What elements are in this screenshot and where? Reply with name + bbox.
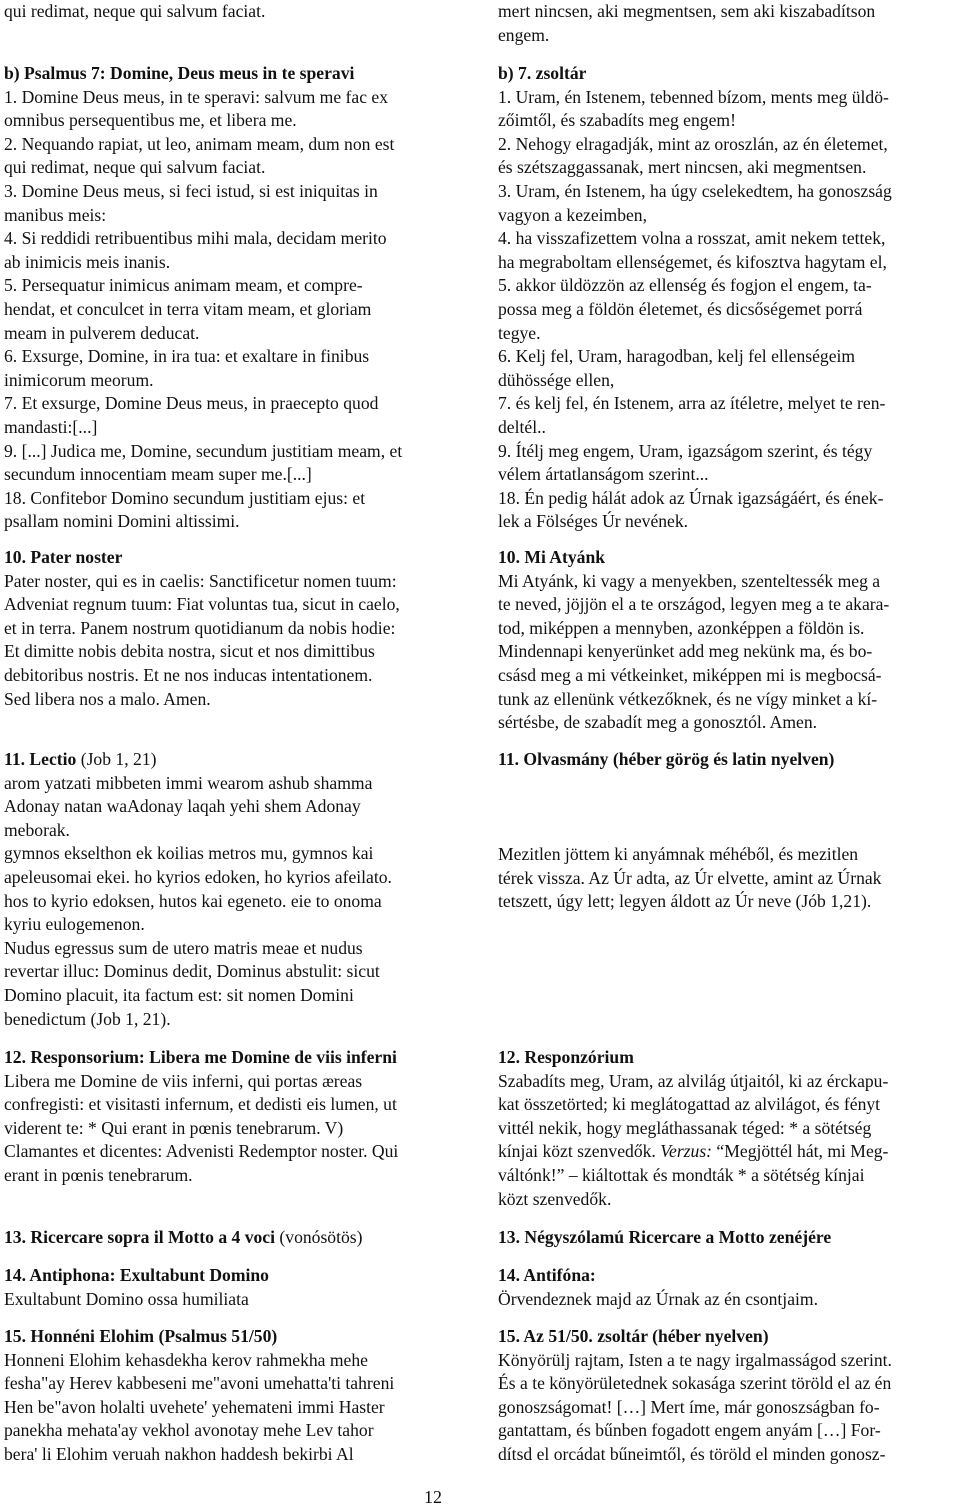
section-heading: 12. Responzórium [498, 1047, 634, 1067]
text-line: Adonay natan waAdonay laqah yehi shem Adonay [4, 796, 361, 817]
latin-responsorium [4, 1046, 466, 1188]
section-heading: 10. Pater noster [4, 547, 123, 567]
text-line: 5. Persequatur inimicus animam meam, et compre- [4, 275, 363, 296]
latin-intro [4, 0, 466, 24]
text-line: 9. Ítélj meg engem, Uram, igazságom szerint, és tégy [498, 440, 873, 461]
text-line: mert nincsen, aki megmentsen, sem aki kiszabadítson [498, 1, 876, 21]
text-line: possa meg a földön életemet, és dicsőségemet porrá [498, 298, 863, 319]
text-line: Pater noster, qui es in caelis: Sanctificetur nomen tuum: [4, 570, 397, 591]
text-line: vittél nekik, hogy megláthassanak téged: * a sötétség [498, 1117, 872, 1138]
text-line: Hen be"avon holalti uvehete' yehemateni immi Haster [4, 1396, 385, 1417]
text-line: ha megraboltam ellenségemet, és kifosztva hagytam el, [498, 251, 887, 272]
text-line: térek vissza. Az Úr adta, az Úr elvette, amint az Úrnak [498, 867, 882, 888]
text-line: secundum innocentiam meam super me.[...] [4, 464, 312, 485]
text-line: És a te könyörületednek sokasága szerint töröld el az én [498, 1373, 892, 1394]
hungarian-psalm7 [498, 62, 956, 534]
hungarian-psalm51 [498, 1325, 956, 1467]
latin-lectio [4, 748, 466, 1031]
text-line: Mi Atyánk, ki vagy a menyekben, szenteltessék meg a [498, 570, 881, 591]
hungarian-responzorium [498, 1046, 956, 1211]
text-line: tetszett, úgy lett; legyen áldott az Úr neve (Jób 1,21). [498, 891, 872, 912]
text-line: hos to kyrio edoksen, hutos kai egeneto. eie to onoma [4, 890, 382, 911]
text-line: benedictum (Job 1, 21). [4, 1008, 171, 1029]
text-line: bera' li Elohim veruah nakhon haddesh bekirbi Al [4, 1443, 354, 1464]
text-line: és szétszaggassanak, mert nincsen, aki megmentsen. [498, 157, 867, 178]
text-line: 6. Exsurge, Domine, in ira tua: et exaltare in finibus [4, 346, 370, 367]
hungarian-intro [498, 0, 956, 47]
text-line: 6. Kelj fel, Uram, haragodban, kelj fel ellenségeim [498, 346, 856, 367]
text-line: qui redimat, neque qui salvum faciat. [4, 1, 266, 21]
section-heading: 13. Négyszólamú Ricercare a Motto zenéjére [498, 1227, 832, 1247]
text-line: Szabadíts meg, Uram, az alvilág útjaitól, ki az érckapu- [498, 1070, 889, 1091]
latin-antiphona [4, 1264, 466, 1311]
text-fragment: kínjai közt szenvedők. [498, 1141, 656, 1162]
text-line: 3. Uram, én Istenem, ha úgy cselekedtem, ha gonoszság [498, 180, 892, 201]
section-heading: 10. Mi Atyánk [498, 547, 606, 567]
text-line: gymnos ekselthon ek koilias metros mu, gymnos kai [4, 843, 374, 864]
text-line: Könyörülj rajtam, Isten a te nagy irgalmasságod szerint. [498, 1349, 892, 1370]
text-line: meborak. [4, 819, 70, 840]
text-line: Sed libera nos a malo. Amen. [4, 688, 211, 709]
text-line: gonoszságomat! […] Mert íme, már gonoszságban fo- [498, 1396, 880, 1417]
latin-psalm7 [4, 62, 466, 534]
text-line: Clamantes et dicentes: Advenisti Redemptor noster. Qui [4, 1141, 399, 1162]
text-line: 4. ha visszafizettem volna a rosszat, amit nekem tettek, [498, 228, 886, 249]
section-heading: 12. Responsorium: Libera me Domine de viis inferni [4, 1047, 397, 1067]
text-line: omnibus persequentibus me, et libera me. [4, 110, 297, 131]
hungarian-olvasmany [498, 748, 956, 772]
section-heading: 15. Honnéni Elohim (Psalmus 51/50) [4, 1326, 278, 1346]
text-line: ab inimicis meis inanis. [4, 251, 171, 272]
text-line: engem. [498, 24, 550, 45]
section-heading: b) 7. zsoltár [498, 63, 587, 83]
section-heading: 15. Az 51/50. zsoltár (héber nyelven) [498, 1326, 769, 1346]
text-line: váltónk!” – kiáltottak és mondták * a sötétség kínjai [498, 1164, 865, 1185]
text-line: Örvendeznek majd az Úrnak az én csontjaim. [498, 1288, 818, 1309]
text-line: meam in pulverem deducat. [4, 322, 200, 343]
text-line: 1. Uram, én Istenem, tebenned bízom, ments meg üldö- [498, 86, 889, 107]
text-line: 4. Si reddidi retribuentibus mihi mala, decidam merito [4, 228, 387, 249]
text-line: tunk az ellenünk vétkezőknek, és ne vígy minket a kí- [498, 688, 878, 709]
latin-psalm51 [4, 1325, 466, 1467]
text-line: erant in pœnis tenebrarum. [4, 1164, 193, 1185]
text-line: dítsd el orcádat bűneimtől, és töröld el minden gonosz- [498, 1443, 886, 1464]
section-heading-note: (vonósötös) [275, 1227, 363, 1247]
text-line: Domino placuit, ita factum est: sit nomen Domini [4, 984, 354, 1005]
text-line: tegye. [498, 322, 541, 343]
text-line: mandasti:[...] [4, 416, 98, 437]
section-heading [4, 1226, 466, 1250]
text-line: 18. Én pedig hálát adok az Úrnak igazságáért, és ének- [498, 487, 884, 508]
section-heading-ref: (Job 1, 21) [76, 749, 157, 769]
text-line: Honneni Elohim kehasdekha kerov rahmekha mehe [4, 1349, 368, 1370]
section-heading-bold: 11. Lectio [4, 749, 77, 769]
text-line: 1. Domine Deus meus, in te speravi: salvum me fac ex [4, 86, 389, 107]
hungarian-mi-atyank [498, 546, 956, 735]
text-line: vélem ártatlanságom szerint... [498, 464, 709, 485]
section-heading-bold: 13. Ricercare sopra il Motto a 4 voci [4, 1227, 276, 1247]
text-line: manibus meis: [4, 204, 107, 225]
text-line: revertar illuc: Dominus dedit, Dominus abstulit: sicut [4, 961, 380, 982]
section-heading: 14. Antifóna: [498, 1265, 596, 1285]
hungarian-olvasmany-text [498, 843, 956, 914]
text-line: arom yatzati mibbeten immi wearom ashub shamma [4, 772, 373, 793]
text-line: lek a Fölséges Úr nevének. [498, 511, 689, 532]
section-heading: 11. Olvasmány (héber görög és latin nyelven) [498, 749, 835, 769]
text-fragment: “Megjöttél hát, mi Meg- [712, 1141, 889, 1162]
text-line: deltél.. [498, 416, 546, 437]
text-line: 9. [...] Judica me, Domine, secundum justitiam meam, et [4, 440, 403, 461]
text-line: te neved, jöjjön el a te országod, legyen meg a te akara- [498, 594, 890, 615]
text-line [498, 1140, 956, 1164]
text-line: Mezitlen jöttem ki anyámnak méhéből, és mezitlen [498, 844, 859, 864]
text-line: csásd meg a mi vétkeinket, miképpen mi is megbocsá- [498, 664, 882, 685]
text-line: et in terra. Panem nostrum quotidianum da nobis hodie: [4, 617, 396, 638]
text-line: gantattam, és bűnben fogadott engem anyám […] For- [498, 1420, 881, 1441]
text-line: Et dimitte nobis debita nostra, sicut et nos dimittibus [4, 641, 375, 662]
latin-pater-noster [4, 546, 466, 711]
text-line: viderent te: * Qui erant in pœnis tenebrarum. V) [4, 1117, 344, 1138]
text-line: tod, miképpen a mennyben, azonképpen a földön is. [498, 617, 865, 638]
text-line: apeleusomai ekei. ho kyrios edoken, ho kyrios afeilato. [4, 866, 392, 887]
text-line: inimicorum meorum. [4, 369, 154, 390]
text-line: 7. Et exsurge, Domine Deus meus, in praecepto quod [4, 393, 379, 414]
text-line: 18. Confitebor Domino secundum justitiam ejus: et [4, 487, 366, 508]
text-line: kat összetörted; ki meglátogattad az alvilágot, és fényt [498, 1094, 881, 1115]
text-line: kyriu eulogemenon. [4, 914, 145, 935]
text-line: 2. Nequando rapiat, ut leo, animam meam, dum non est [4, 133, 395, 154]
text-line: panekha mehata'ay vekhol avonotay mehe Lev tahor [4, 1420, 374, 1441]
hungarian-antifona [498, 1264, 956, 1311]
text-line: sértésbe, de szabadít meg a gonosztól. Amen. [498, 712, 818, 733]
text-line: Mindennapi kenyerünket add meg nekünk ma, és bo- [498, 641, 873, 662]
text-line: vagyon a kezeimben, [498, 204, 647, 225]
text-line: Libera me Domine de viis inferni, qui portas æreas [4, 1070, 363, 1091]
text-line: debitoribus nostris. Et ne nos inducas intentationem. [4, 664, 373, 685]
verse-label: Verzus: [660, 1141, 713, 1162]
hungarian-ricercare [498, 1226, 956, 1250]
page-number: 12 [424, 1487, 442, 1507]
text-line: qui redimat, neque qui salvum faciat. [4, 157, 266, 178]
text-line: 5. akkor üldözzön az ellenség és fogjon el engem, ta- [498, 275, 872, 296]
latin-ricercare [4, 1226, 466, 1250]
section-heading: b) Psalmus 7: Domine, Deus meus in te speravi [4, 63, 355, 83]
text-line: psallam nomini Domini altissimi. [4, 511, 240, 532]
text-line: közt szenvedők. [498, 1188, 612, 1209]
section-heading: 14. Antiphona: Exultabunt Domino [4, 1265, 269, 1285]
text-line: Nudus egressus sum de utero matris meae et nudus [4, 937, 363, 958]
section-heading [4, 748, 466, 772]
text-line: hendat, et conculcet in terra vitam meam, et gloriam [4, 298, 372, 319]
text-line: dühössége ellen, [498, 369, 615, 390]
text-line: 3. Domine Deus meus, si feci istud, si est iniquitas in [4, 180, 378, 201]
text-line: zőimtől, és szabadíts meg engem! [498, 110, 736, 131]
text-line: 2. Nehogy elragadják, mint az oroszlán, az én életemet, [498, 133, 888, 154]
text-line: 7. és kelj fel, én Istenem, arra az ítéletre, melyet te ren- [498, 393, 886, 414]
text-line: Exultabunt Domino ossa humiliata [4, 1288, 249, 1309]
text-line: fesha"ay Herev kabbeseni me"avoni umehatta'ti tahreni [4, 1373, 395, 1394]
text-line: confregisti: et visitasti infernum, et dedisti eis lumen, ut [4, 1094, 397, 1115]
text-line: Adveniat regnum tuum: Fiat voluntas tua, sicut in caelo, [4, 594, 400, 615]
